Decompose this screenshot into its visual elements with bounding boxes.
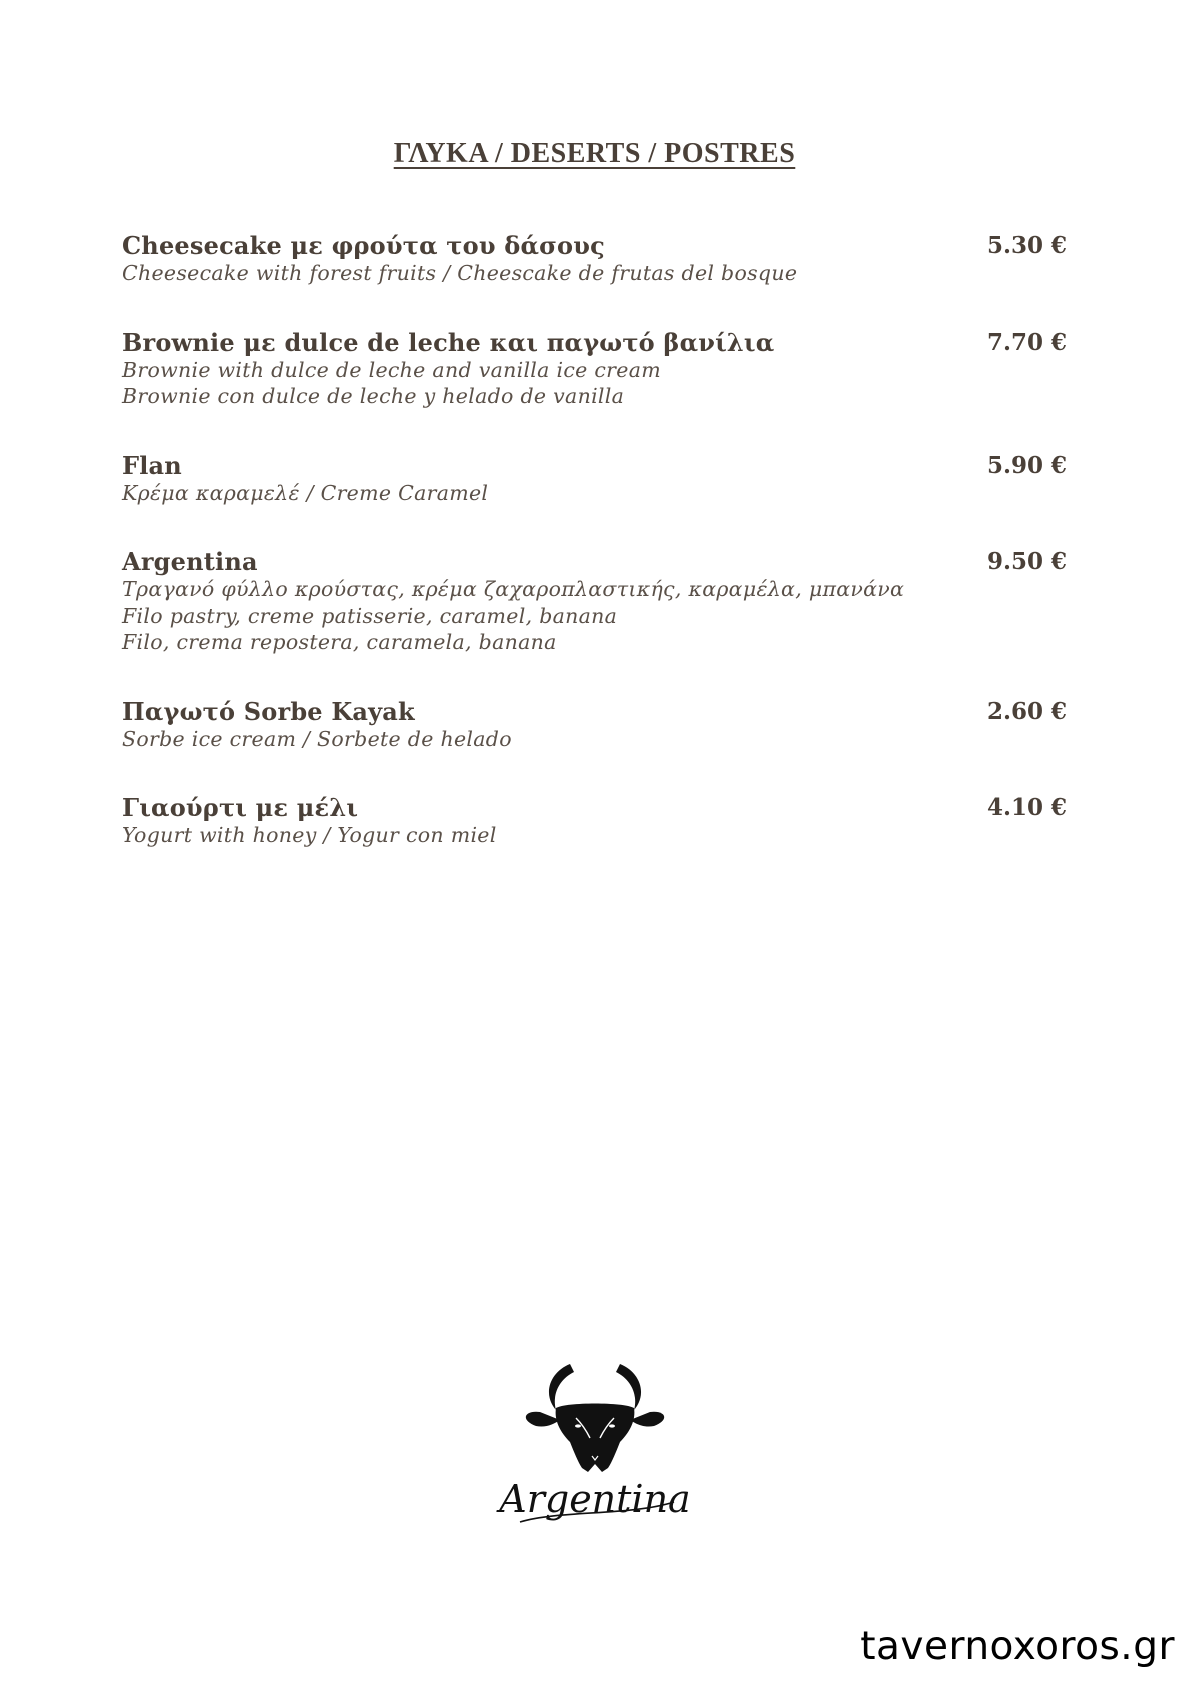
menu-item [122, 794, 1067, 849]
item-price: 5.90 € [986, 451, 1067, 479]
menu-item [122, 698, 1067, 753]
item-description: Sorbe ice cream / Sorbete de helado [122, 726, 512, 751]
item-name: Cheesecake με φρούτα του δάσους [122, 231, 605, 260]
argentina-logo [490, 1360, 700, 1535]
item-price: 9.50 € [986, 548, 1067, 575]
item-name: Παγωτό Sorbe Kayak [122, 696, 415, 726]
page-title: ΓΛΥΚΑ / DESERTS / POSTRES [393, 138, 796, 169]
item-description: Filo, crema repostera, caramela, banana [122, 630, 557, 654]
item-name: Γιαούρτι με μέλι [122, 793, 359, 822]
item-description: Yogurt with honey / Yogur con miel [122, 823, 497, 847]
menu-item [122, 452, 1067, 507]
item-price: 5.30 € [986, 232, 1067, 259]
item-description: Filo pastry, creme patisserie, caramel, banana [122, 603, 618, 628]
menu-item [122, 548, 1067, 656]
item-name: Brownie με dulce de leche και παγωτό βανίλια [122, 327, 775, 357]
item-price: 4.10 € [986, 794, 1067, 821]
item-name: Flan [122, 450, 182, 480]
item-description: Brownie with dulce de leche and vanilla ice cream [122, 357, 661, 382]
item-description: Κρέμα καραμελέ / Creme Caramel [122, 480, 489, 505]
item-description: Cheesecake with forest fruits / Cheescake de frutas del bosque [122, 261, 798, 285]
item-description: Τραγανό φύλλο κρούστας, κρέμα ζαχαροπλαστικής, καραμέλα, μπανάνα [122, 577, 905, 601]
item-description: Brownie con dulce de leche y helado de vanilla [122, 384, 625, 408]
item-price: 2.60 € [986, 697, 1067, 725]
item-name: Argentina [122, 547, 258, 576]
item-price: 7.70 € [986, 328, 1067, 356]
logo-wordmark: Argentina [499, 1477, 691, 1521]
menu-item [122, 329, 1067, 410]
bull-head-icon [490, 1360, 700, 1535]
menu-item [122, 232, 1067, 287]
menu-list [122, 232, 1067, 891]
site-watermark: tavernoxoros.gr [854, 1621, 1181, 1673]
